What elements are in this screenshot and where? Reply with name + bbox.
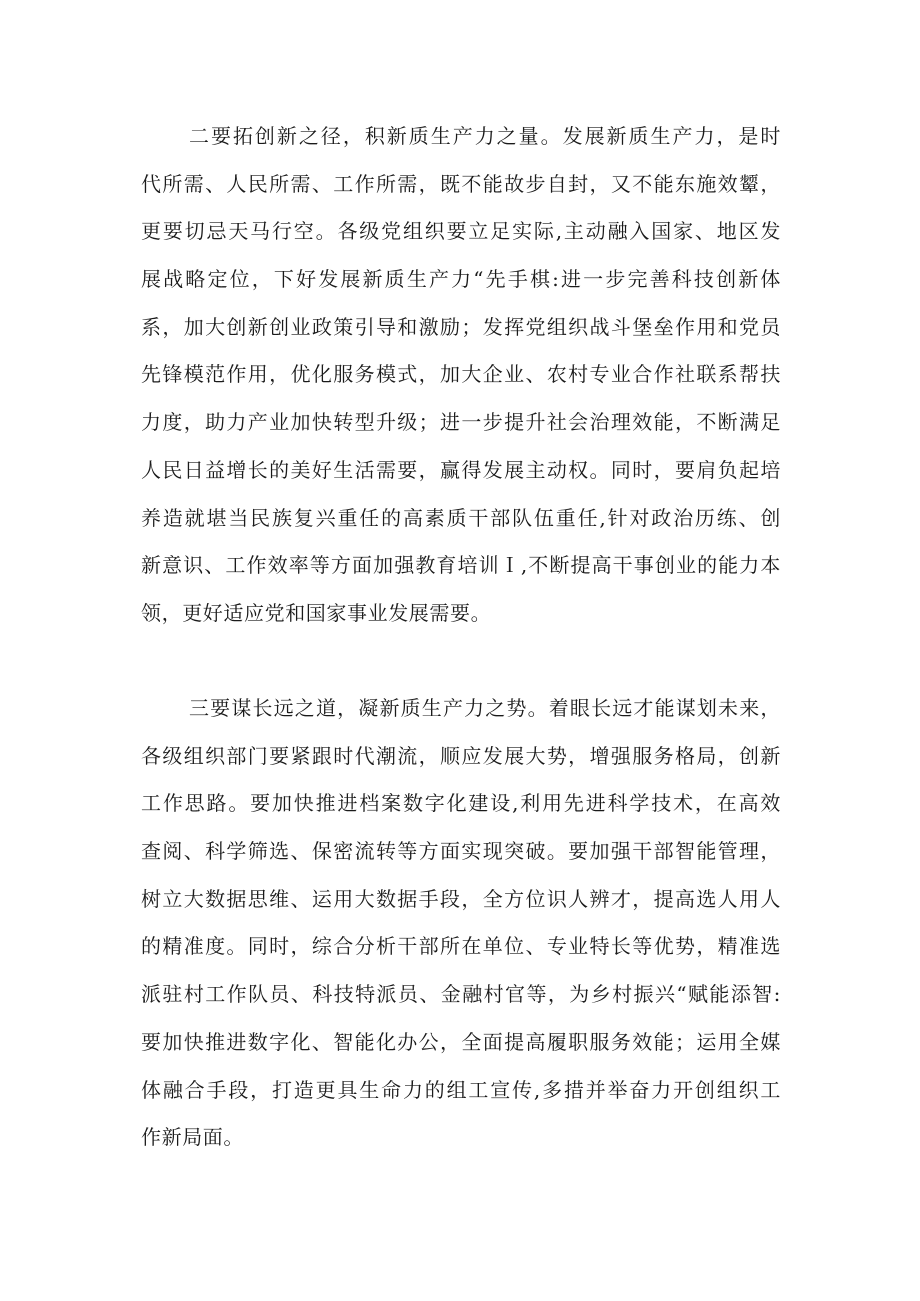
paragraph-line: 系，加大创新创业政策引导和激励；发挥党组织战斗堡垒作用和党员 — [141, 314, 781, 339]
paragraph-line: 先锋模范作用，优化服务模式，加大企业、农村专业合作社联系帮扶 — [141, 362, 781, 387]
paragraph-line: 的精准度。同时，综合分析干部所在单位、专业特长等优势，精准选 — [141, 934, 781, 959]
paragraph-line: 人民日益增长的美好生活需要，赢得发展主动权。同时，要肩负起培 — [141, 457, 781, 482]
paragraph-line: 代所需、人民所需、工作所需，既不能故步自封，又不能东施效颦， — [141, 171, 781, 196]
paragraph-line: 展战略定位，下好发展新质生产力“先手棋:进一步完善科技创新体 — [141, 267, 781, 292]
paragraph-line: 各级组织部门要紧跟时代潮流，顺应发展大势，增强服务格局，创新 — [141, 743, 781, 768]
paragraph-line: 作新局面。 — [141, 1125, 244, 1150]
paragraph-line: 领，更好适应党和国家事业发展需要。 — [141, 600, 492, 625]
paragraph-line: 更要切忌天马行空。各级党组织要立足实际,主动融入国家、地区发 — [141, 219, 781, 244]
paragraph-line: 树立大数据思维、运用大数据手段，全方位识人辨才，提高选人用人 — [141, 886, 781, 911]
paragraph-line: 新意识、工作效率等方面加强教育培训Ｉ,不断提高干事创业的能力本 — [141, 553, 781, 578]
paragraph-innovation — [141, 120, 781, 645]
paragraph-line: 三要谋长远之道，凝新质生产力之势。着眼长远才能谋划未来， — [189, 696, 781, 720]
paragraph-line: 派驻村工作队员、科技特派员、金融村官等，为乡村振兴“赋能添智: — [141, 982, 781, 1007]
paragraph-long-term — [141, 692, 781, 1169]
paragraph-line: 工作思路。要加快推进档案数字化建设,利用先进科学技术，在高效 — [141, 791, 781, 816]
paragraph-line: 养造就堪当民族复兴重任的高素质干部队伍重任,针对政治历练、创 — [141, 505, 781, 530]
paragraph-line: 体融合手段，打造更具生命力的组工宣传,多措并举奋力开创组织工 — [141, 1077, 781, 1102]
paragraph-line: 要加快推进数字化、智能化办公，全面提高履职服务效能；运用全媒 — [141, 1029, 781, 1054]
paragraph-line: 查阅、科学筛选、保密流转等方面实现突破。要加强干部智能管理， — [141, 839, 781, 864]
paragraph-line: 二要拓创新之径，积新质生产力之量。发展新质生产力，是时 — [189, 124, 781, 148]
paragraph-line: 力度，助力产业加快转型升级；进一步提升社会治理效能，不断满足 — [141, 410, 781, 435]
